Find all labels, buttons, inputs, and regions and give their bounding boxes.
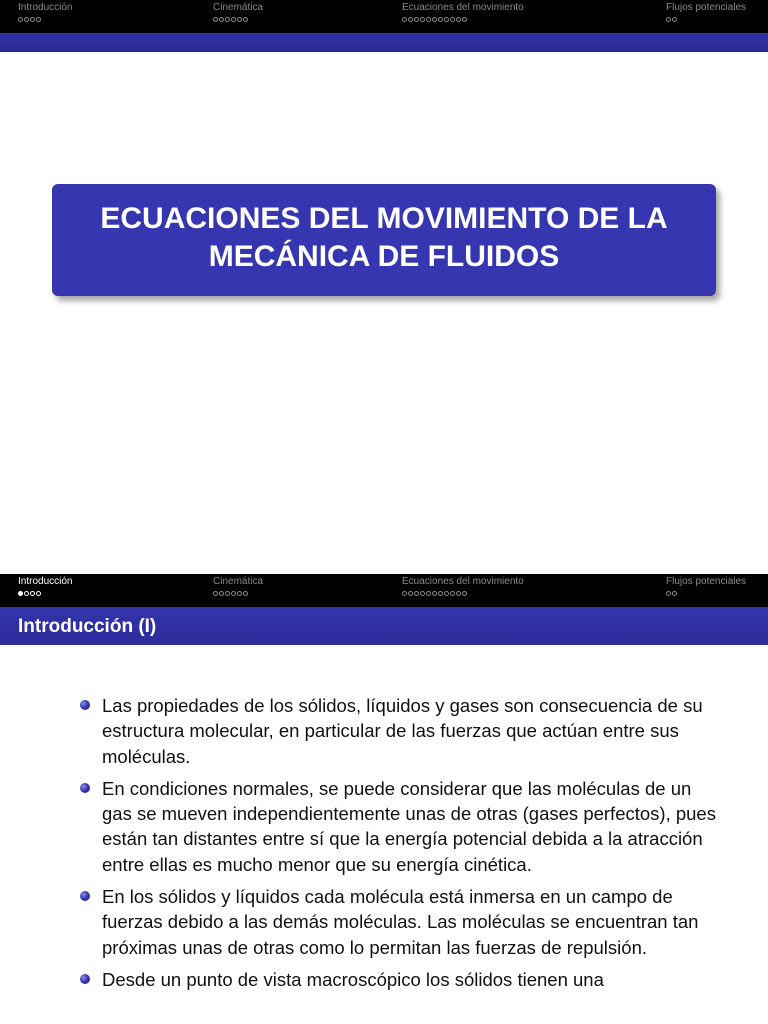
slide-dot[interactable] xyxy=(414,591,419,596)
nav-section-label: Cinemática xyxy=(213,2,264,13)
slide-dot[interactable] xyxy=(672,591,677,596)
slide-dot[interactable] xyxy=(243,591,248,596)
slide-dot[interactable] xyxy=(24,591,29,596)
slide-dot[interactable] xyxy=(426,17,431,22)
intro-slide xyxy=(0,574,768,1024)
list-item xyxy=(80,693,720,769)
nav-section-ecuaciones[interactable] xyxy=(402,2,524,22)
slide-dot[interactable] xyxy=(36,17,41,22)
nav-slide-dots[interactable] xyxy=(213,17,263,22)
bullet-icon xyxy=(80,891,90,901)
nav-section-label: Flujos potenciales xyxy=(666,576,747,587)
slide-dot[interactable] xyxy=(237,17,242,22)
slide-dot[interactable] xyxy=(666,17,671,22)
slide-dot[interactable] xyxy=(30,591,35,596)
title-line-2: MECÁNICA DE FLUIDOS xyxy=(208,240,560,273)
presentation-title xyxy=(84,200,684,276)
nav-section-cinematica[interactable] xyxy=(213,576,263,596)
list-item xyxy=(80,776,720,877)
slide-dot[interactable] xyxy=(243,17,248,22)
slide-dot[interactable] xyxy=(438,591,443,596)
nav-section-label: Ecuaciones del movimiento xyxy=(402,576,524,587)
slide-dot[interactable] xyxy=(666,591,671,596)
bullet-list xyxy=(80,693,720,999)
slide-dot[interactable] xyxy=(237,591,242,596)
bullet-text: Desde un punto de vista macroscópico los sólidos tienen una xyxy=(102,968,604,990)
slide-dot[interactable] xyxy=(36,591,41,596)
nav-slide-dots[interactable] xyxy=(18,591,72,596)
slide-dot[interactable] xyxy=(462,591,467,596)
bullet-icon xyxy=(80,700,90,710)
slide-dot[interactable] xyxy=(225,591,230,596)
current-slide-dot[interactable] xyxy=(18,591,23,596)
nav-slide-dots[interactable] xyxy=(213,591,263,596)
section-navigation-bar xyxy=(0,0,768,33)
slide-dot[interactable] xyxy=(231,591,236,596)
bullet-icon xyxy=(80,783,90,793)
slide-dot[interactable] xyxy=(420,591,425,596)
nav-section-flujos[interactable] xyxy=(666,2,746,22)
title-line-1: ECUACIONES DEL MOVIMIENTO DE LA xyxy=(100,202,668,235)
nav-section-label: Flujos potenciales xyxy=(666,2,747,13)
nav-slide-dots[interactable] xyxy=(402,17,524,22)
slide-dot[interactable] xyxy=(219,591,224,596)
nav-section-label: Introducción xyxy=(18,2,73,13)
nav-slide-dots[interactable] xyxy=(666,591,746,596)
frame-title-bar xyxy=(0,607,768,645)
nav-slide-dots[interactable] xyxy=(402,591,524,596)
slide-dot[interactable] xyxy=(24,17,29,22)
nav-section-flujos[interactable] xyxy=(666,576,746,596)
nav-section-introduccion[interactable] xyxy=(18,2,72,22)
slide-dot[interactable] xyxy=(426,591,431,596)
nav-section-label: Introducción xyxy=(18,576,73,587)
nav-section-ecuaciones[interactable] xyxy=(402,576,524,596)
slide-dot[interactable] xyxy=(456,17,461,22)
nav-section-cinematica[interactable] xyxy=(213,2,263,22)
slide-dot[interactable] xyxy=(438,17,443,22)
slide-dot[interactable] xyxy=(408,17,413,22)
nav-section-label: Ecuaciones del movimiento xyxy=(402,2,524,13)
header-band xyxy=(0,33,768,52)
slide-dot[interactable] xyxy=(456,591,461,596)
bullet-text: En los sólidos y líquidos cada molécula está inmersa en un campo de fuerzas debido a las demás moléculas. Las moléculas se encuentran tan próximas unas de otras como lo permitan las fuerzas de repulsión. xyxy=(102,886,699,958)
slide-dot[interactable] xyxy=(432,591,437,596)
nav-section-label: Cinemática xyxy=(213,576,264,587)
slide-dot[interactable] xyxy=(432,17,437,22)
slide-dot[interactable] xyxy=(213,591,218,596)
slide-dot[interactable] xyxy=(225,17,230,22)
list-item xyxy=(80,967,720,992)
list-item xyxy=(80,884,720,960)
section-navigation-bar xyxy=(0,574,768,607)
slide-dot[interactable] xyxy=(450,17,455,22)
bullet-text: Las propiedades de los sólidos, líquidos y gases son consecuencia de su estructura molecular, en particular de las fuerzas que actúan entre sus moléculas. xyxy=(102,695,703,767)
slide-dot[interactable] xyxy=(231,17,236,22)
slide-dot[interactable] xyxy=(18,17,23,22)
slide-dot[interactable] xyxy=(414,17,419,22)
frame-title: Introducción (I) xyxy=(18,616,157,637)
presentation-title-box xyxy=(52,184,716,296)
nav-slide-dots[interactable] xyxy=(18,17,72,22)
slide-dot[interactable] xyxy=(672,17,677,22)
bullet-text: En condiciones normales, se puede considerar que las moléculas de un gas se mueven independientemente unas de otras (gases perfectos), pues están tan distantes entre sí que la energía potencial debida a la atracción entre ellas es mucho menor que su energía cinética. xyxy=(102,777,716,875)
slide-dot[interactable] xyxy=(450,591,455,596)
slide-dot[interactable] xyxy=(30,17,35,22)
nav-section-introduccion[interactable] xyxy=(18,576,72,596)
slide-dot[interactable] xyxy=(402,17,407,22)
slide-dot[interactable] xyxy=(408,591,413,596)
slide-dot[interactable] xyxy=(219,17,224,22)
slide-dot[interactable] xyxy=(402,591,407,596)
slide-dot[interactable] xyxy=(462,17,467,22)
slide-dot[interactable] xyxy=(444,17,449,22)
slide-dot[interactable] xyxy=(420,17,425,22)
nav-slide-dots[interactable] xyxy=(666,17,746,22)
slide-dot[interactable] xyxy=(444,591,449,596)
bullet-icon xyxy=(80,974,90,984)
slide-dot[interactable] xyxy=(213,17,218,22)
